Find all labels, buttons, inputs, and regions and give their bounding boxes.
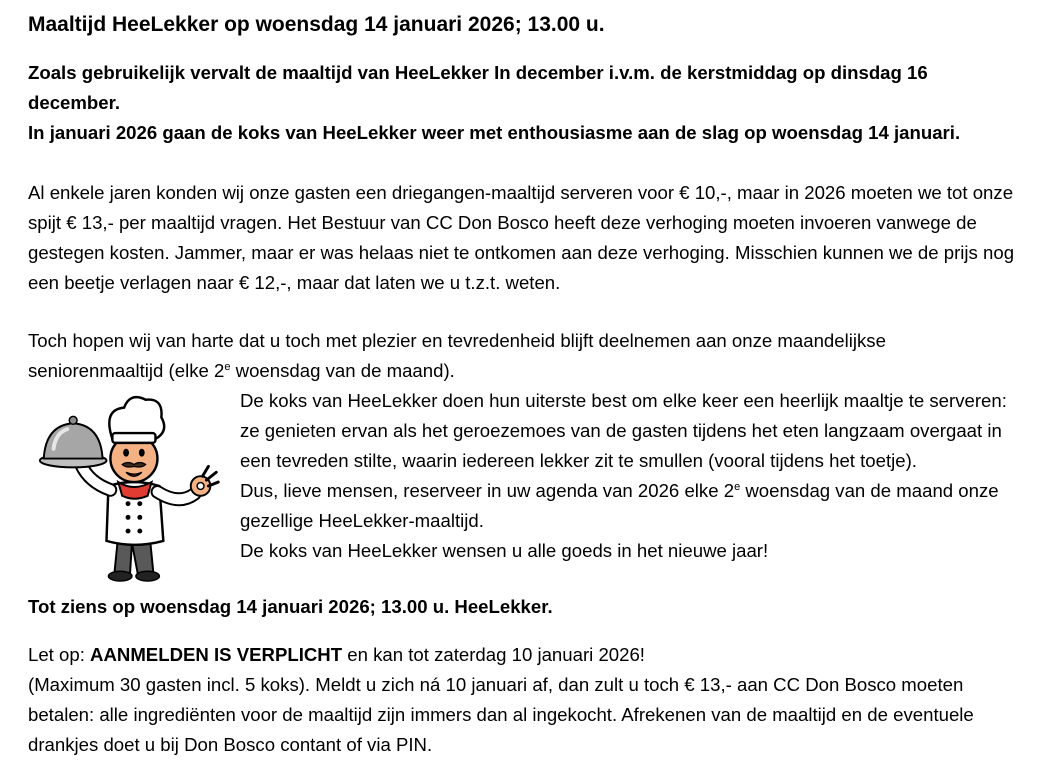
chef-with-cloche-illustration [32, 388, 228, 584]
notice-suffix: en kan tot zaterdag 10 januari 2026! [342, 644, 645, 665]
paragraph-wishes: De koks van HeeLekker wensen u alle goeds in het nieuwe jaar! [240, 540, 769, 561]
text-beside-illustration [240, 386, 1030, 566]
notice-prefix: Let op: [28, 644, 91, 665]
closing-line: Tot ziens op woensdag 14 januari 2026; 13.00 u. HeeLekker. [28, 596, 553, 617]
agenda-text-end: woensdag van de maand onze gezellige HeeLekker-maaltijd. [240, 480, 999, 531]
paragraph-koks: De koks van HeeLekker doen hun uiterste best om elke keer een heerlijk maaltje te serveren: ze genieten ervan als het geroezemoes van de gasten tijdens het eten langzaam overgaat in een tevreden stilte, waarin iedereen lekker zit te smullen (vooral tijdens het toetje). [240, 390, 1007, 471]
hope-text-end: woensdag van de maand). [230, 360, 455, 381]
agenda-text-start: Dus, lieve mensen, reserveer in uw agenda van 2026 elke 2 [240, 480, 735, 501]
registration-notice [28, 640, 1018, 760]
notice-emphasis: AANMELDEN IS VERPLICHT [90, 644, 343, 665]
hope-text-start: Toch hopen wij van harte dat u toch met plezier en tevredenheid blijft deelnemen aan onze maandelijkse seniorenmaaltijd (elke 2 [28, 330, 886, 381]
paragraph-december-cancellation: Zoals gebruikelijk vervalt de maaltijd van HeeLekker In december i.v.m. de kerstmiddag op dinsdag 16 december. [28, 62, 928, 113]
paragraph-agenda [240, 476, 1030, 536]
cloche-dome [44, 423, 103, 458]
hope-superscript: e [224, 361, 231, 373]
notice-line [28, 640, 1018, 670]
notice-details: (Maximum 30 gasten incl. 5 koks). Meldt u zich ná 10 januari af, dan zult u toch € 13,- aan CC Don Bosco moeten betalen: alle ingrediënten voor de maaltijd zijn immers dan al ingekocht. Afrekenen van de maaltijd en de eventuele drankjes doet u bij Don Bosco contant of via PIN. [28, 674, 974, 755]
paragraph-january-start: In januari 2026 gaan de koks van HeeLekker weer met enthousiasme aan de slag op woensdag 14 januari. [28, 122, 961, 143]
paragraph-price-increase: Al enkele jaren konden wij onze gasten een driegangen-maaltijd serveren voor € 10,-, maar in 2026 moeten we tot onze spijt € 13,- per maaltijd vragen. Het Bestuur van CC Don Bosco heeft deze verhoging moeten invoeren vanwege de gestegen kosten. Jammer, maar er was helaas niet te ontkomen aan deze verhoging. Misschien kunnen we de prijs nog een beetje verlagen naar € 12,-, maar dat laten we u t.z.t. weten. [28, 182, 1015, 293]
paragraph-hope [28, 326, 1018, 386]
agenda-superscript: e [734, 481, 741, 493]
page-title: Maaltijd HeeLekker op woensdag 14 januari 2026; 13.00 u. [28, 13, 605, 36]
